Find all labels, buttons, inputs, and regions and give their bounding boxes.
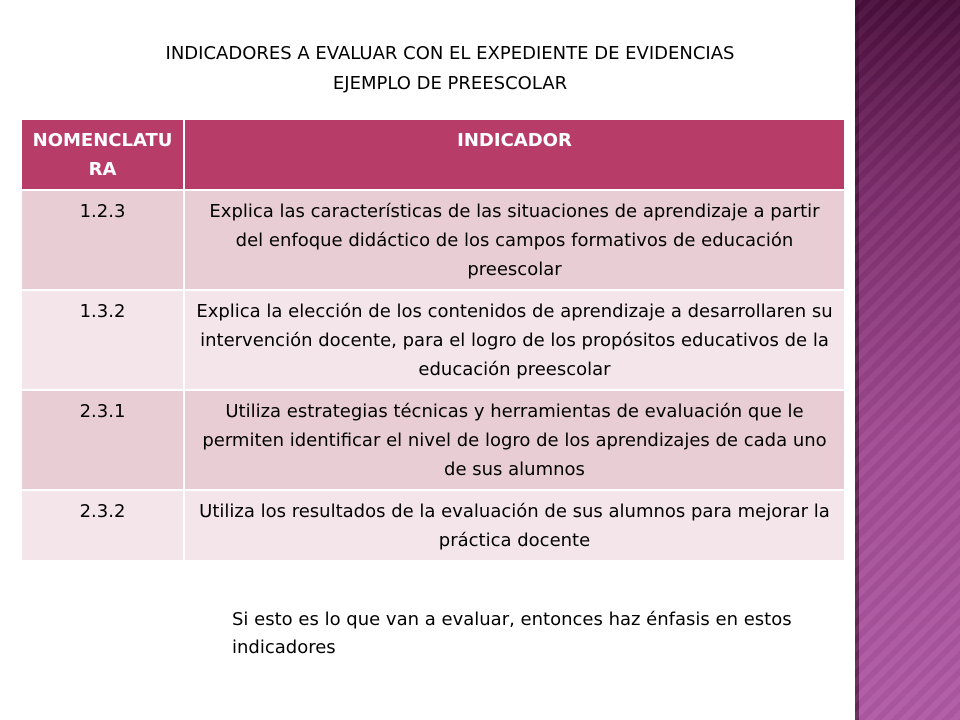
row-indicator-text: Utiliza estrategias técnicas y herramientas de evaluación que le permiten identificar el nivel de logro de los aprendizajes de cada uno de sus alumnos: [184, 390, 845, 490]
table-row: [21, 490, 845, 561]
row-code: 1.3.2: [21, 290, 184, 390]
decorative-side-panel: [855, 0, 960, 720]
emphasis-note: Si esto es lo que van a evaluar, entonces haz énfasis en estos indicadores: [232, 609, 792, 658]
table-header-row: [21, 119, 845, 190]
table-row: [21, 190, 845, 290]
page-title-line-1: INDICADORES A EVALUAR CON EL EXPEDIENTE DE EVIDENCIAS: [165, 43, 735, 64]
table-row: [21, 390, 845, 490]
row-indicator-text: Explica las características de las situaciones de aprendizaje a partir del enfoque didáctico de los campos formativos de educación preescolar: [184, 190, 845, 290]
header-indicador: INDICADOR: [184, 119, 845, 190]
row-code: 2.3.2: [21, 490, 184, 561]
row-code: 2.3.1: [21, 390, 184, 490]
page-title-line-2: EJEMPLO DE PREESCOLAR: [332, 73, 568, 94]
table-row: [21, 290, 845, 390]
row-code: 1.2.3: [21, 190, 184, 290]
row-indicator-text: Explica la elección de los contenidos de aprendizaje a desarrollaren su intervención docente, para el logro de los propósitos educativos de la educación preescolar: [184, 290, 845, 390]
row-indicator-text: Utiliza los resultados de la evaluación de sus alumnos para mejorar la práctica docente: [184, 490, 845, 561]
indicators-table: [20, 118, 846, 562]
header-nomenclatura: NOMENCLATURA: [21, 119, 184, 190]
